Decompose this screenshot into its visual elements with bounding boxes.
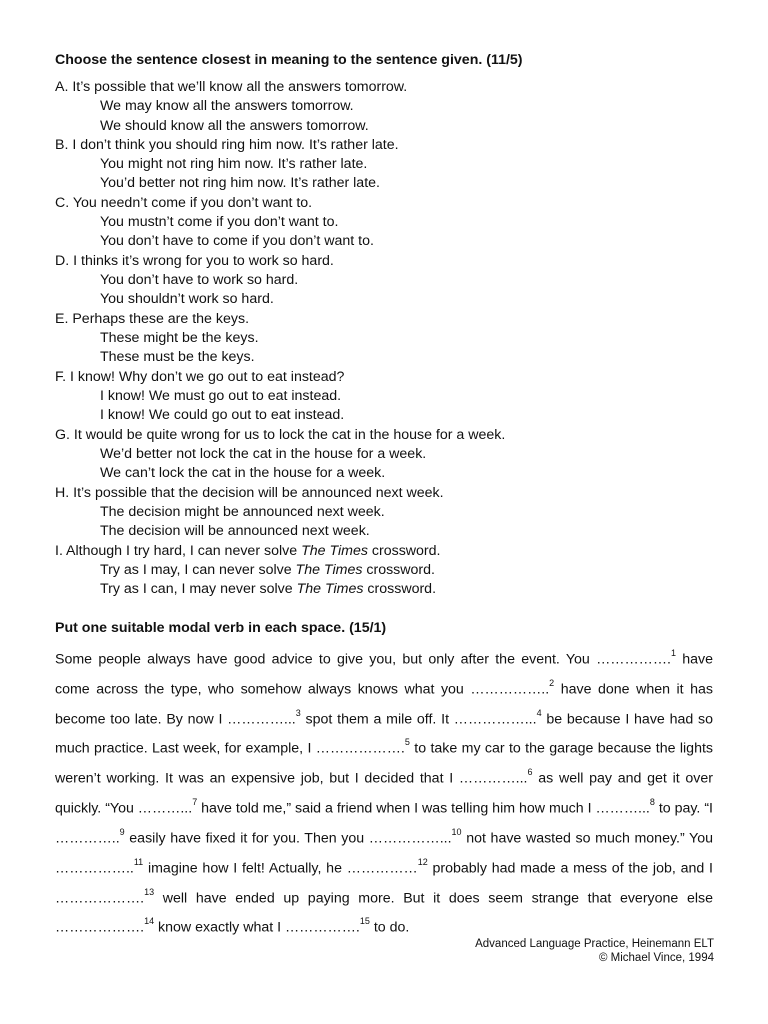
item-option-2: You’d better not ring him now. It’s rather late. (100, 175, 380, 191)
item-prompt: E. Perhaps these are the keys. (55, 311, 250, 327)
gap-number: 5 (404, 737, 410, 748)
item-prompt: B. I don’t think you should ring him now. It’s rather late. (55, 137, 399, 153)
item-option-1: We’d better not lock the cat in the house for a week. (100, 446, 427, 462)
item-option-2: You don’t have to come if you don’t want to. (100, 233, 374, 249)
gap-number: 4 (536, 707, 542, 718)
item-option-1: You don’t have to work so hard. (100, 272, 299, 288)
item-option-1: The decision might be announced next week. (100, 504, 385, 520)
item-option-1: You mustn’t come if you don’t want to. (100, 214, 339, 230)
gap-number: 14 (144, 916, 155, 927)
gap-number: 6 (527, 767, 533, 778)
gap-number: 15 (359, 916, 370, 927)
item-prompt: G. It would be quite wrong for us to lock the cat in the house for a week. (55, 427, 506, 443)
gap-number: 12 (417, 856, 428, 867)
item-prompt: I. Although I try hard, I can never solve The Times crossword. (55, 543, 441, 559)
item-prompt: D. I thinks it’s wrong for you to work so hard. (55, 253, 334, 269)
gap-number: 8 (649, 797, 655, 808)
gap-number: 13 (144, 886, 155, 897)
item-option-2: Try as I can, I may never solve The Times crossword. (100, 581, 437, 597)
item-option-2: The decision will be announced next week. (100, 523, 370, 539)
item-prompt: F. I know! Why don’t we go out to eat instead? (55, 369, 345, 385)
item-prompt: C. You needn’t come if you don’t want to. (55, 195, 313, 211)
gap-number: 11 (133, 856, 144, 867)
item-option-1: I know! We must go out to eat instead. (100, 388, 342, 404)
item-option-1: These might be the keys. (100, 330, 259, 346)
gap-number: 2 (549, 677, 555, 688)
item-option-1: We may know all the answers tomorrow. (100, 98, 354, 114)
item-option-2: We can’t lock the cat in the house for a week. (100, 465, 386, 481)
gap-number: 7 (192, 797, 198, 808)
item-option-2: You shouldn’t work so hard. (100, 291, 274, 307)
gap-number: 9 (119, 826, 125, 837)
source-line: Advanced Language Practice, Heinemann ELT (475, 938, 714, 950)
copyright-line: © Michael Vince, 1994 (598, 952, 714, 964)
section1-heading: Choose the sentence closest in meaning to the sentence given. (11/5) (55, 52, 523, 68)
gap-number: 10 (451, 826, 462, 837)
item-option-1: You might not ring him now. It’s rather late. (100, 156, 368, 172)
item-option-2: We should know all the answers tomorrow. (100, 118, 369, 134)
item-option-1: Try as I may, I can never solve The Times crossword. (100, 562, 435, 578)
item-option-2: I know! We could go out to eat instead. (100, 407, 345, 423)
gap-number: 3 (295, 707, 301, 718)
item-option-2: These must be the keys. (100, 349, 255, 365)
cloze-paragraph: Some people always have good advice to give you, but only after the event. You …………….$^1$ have come across the type, who somehow always knows what you ……………..$^2$ have done when it has become too late. By now I …………...$^3$ spot them a mile off. It ……………...$^4$ be because I have had so much practice. Last week, for example, I ……………….$^5$ to take my car to the garage because the lights weren’t working. It was an expensive job, but I decided that I …………...$^6$ as well pay and get it over quickly. “You ………...$^7$ have told me,” said a friend when I was telling him how much I ………...$^8$ to pay. “I …………..$^9$ easily have fixed it for you. Then you ……………...$^{10}$ not have wasted so much money.” You ……………..$^{11}$ imagine how I felt! Actually, he ……………$^{12}$ probably had made a mess of the job, and I ……………….$^{13}$ well have ended up paying more. But it does seem strange that everyone else ……………….$^{14}$ know exactly what I …………….$^{15}$ to do. (55, 648, 714, 937)
gap-number: 1 (670, 648, 676, 658)
section2-heading: Put one suitable modal verb in each space. (15/1) (55, 620, 387, 636)
source-credit (475, 937, 714, 965)
item-prompt: H. It’s possible that the decision will be announced next week. (55, 485, 444, 501)
item-prompt: A. It’s possible that we’ll know all the answers tomorrow. (55, 79, 408, 95)
